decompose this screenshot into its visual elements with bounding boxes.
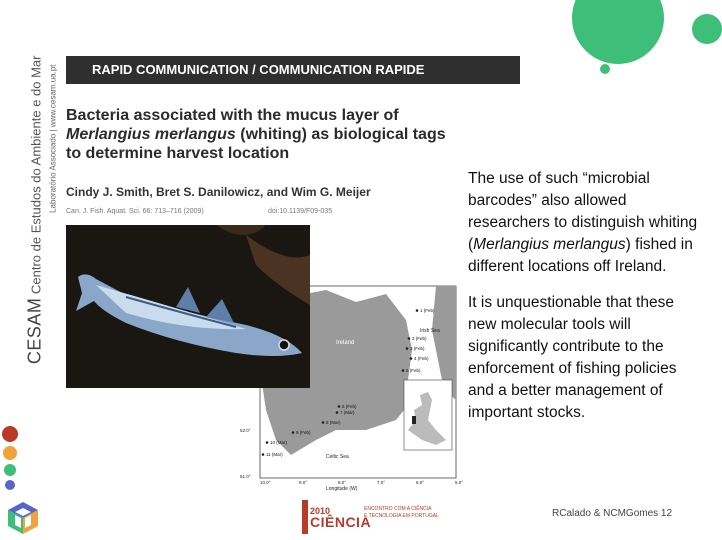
map-site-marker bbox=[336, 411, 339, 414]
ciencia-2010-logo bbox=[302, 500, 452, 534]
map-sea2: Celtic Sea bbox=[326, 454, 349, 460]
paper-doi: doi:10.1139/F09-035 bbox=[268, 208, 333, 215]
paragraph-2: It is unquestionable that these new molecular tools will significantly contribute to the enforcement of fishing policies and a better management of important stocks. bbox=[468, 294, 677, 421]
logo-bar-red bbox=[302, 500, 308, 534]
sidebar-title bbox=[25, 56, 46, 386]
description-text bbox=[468, 168, 706, 438]
sidebar-title-text: Centro de Estudos do Ambiente e do Mar bbox=[28, 55, 44, 294]
map-country: Ireland bbox=[336, 340, 355, 346]
map-site-label: 1 (Feb) bbox=[420, 308, 435, 313]
map-xtick-label: 8.0° bbox=[338, 480, 347, 485]
paper-title-part1: Bacteria associated with the mucus layer of bbox=[66, 107, 399, 124]
map-site-label: 4 (Feb) bbox=[414, 356, 429, 361]
map-site-marker bbox=[408, 337, 411, 340]
paragraph-1-start: The use of such “microbial barcodes” also allowed researchers to distinguish whiting ( bbox=[468, 170, 698, 253]
map-site-label: 2 (Feb) bbox=[412, 336, 427, 341]
paragraph-1-italic: Merlangius merlangus bbox=[473, 236, 626, 253]
decor-circle-orange bbox=[3, 446, 17, 460]
map-site-marker bbox=[416, 309, 419, 312]
map-xtick-label: 9.0° bbox=[299, 480, 308, 485]
map-site-label: 8 (Mar) bbox=[326, 420, 341, 425]
map-site-marker bbox=[266, 441, 269, 444]
map-site-label: 11 (Mar) bbox=[266, 452, 283, 457]
paragraph-1-end: ) fished in different locations off Ireland. bbox=[468, 236, 693, 275]
logo-year: 2010 bbox=[310, 506, 331, 516]
fish-eye bbox=[279, 340, 289, 350]
paper-authors: Cindy J. Smith, Bret S. Danilowicz, and Wim G. Meijer bbox=[66, 185, 371, 199]
decor-circle-blue bbox=[5, 480, 15, 490]
map-sea1: Irish Sea bbox=[420, 328, 440, 334]
logo-word: CIÊNCIA bbox=[310, 514, 372, 530]
whiting-fish-photo bbox=[66, 225, 310, 388]
credit-text: RCalado & NCMGomes 12 bbox=[552, 508, 673, 519]
cesam-logo-icon bbox=[6, 500, 40, 536]
map-site-marker bbox=[292, 431, 295, 434]
map-site-marker bbox=[410, 357, 413, 360]
map-site-marker bbox=[402, 369, 405, 372]
paper-title bbox=[66, 106, 456, 163]
map-site-marker bbox=[262, 453, 265, 456]
map-site-label: 9 (Feb) bbox=[296, 430, 311, 435]
map-ytick-label: 51.0° bbox=[240, 474, 251, 479]
paper-title-part2: (whiting) as biological tags to determine harvest location bbox=[66, 126, 446, 162]
map-site-label: 10 (Mar) bbox=[270, 440, 288, 445]
logo-sub1: ENCONTRO COM A CIÊNCIA bbox=[364, 506, 432, 512]
map-site-label: 7 (Mar) bbox=[340, 410, 355, 415]
logo-sub2: E TECNOLOGIA EM PORTUGAL bbox=[364, 513, 439, 519]
decor-circle-green-right bbox=[692, 14, 722, 44]
map-inset-highlight bbox=[412, 416, 416, 424]
decor-circle-green-small bbox=[600, 64, 610, 74]
paper-banner: RAPID COMMUNICATION / COMMUNICATION RAPIDE bbox=[66, 56, 520, 84]
paragraph-1 bbox=[468, 168, 706, 278]
map-xtick-label: 10.0° bbox=[260, 480, 271, 485]
sidebar-subtitle: Laboratório Associado | www.cesam.ua.pt bbox=[48, 64, 58, 213]
decor-circle-red bbox=[2, 426, 18, 442]
map-xtick-label: 5.0° bbox=[455, 480, 464, 485]
map-site-marker bbox=[322, 421, 325, 424]
map-site-marker bbox=[338, 405, 341, 408]
map-ytick-label: 52.0° bbox=[240, 428, 251, 433]
map-xlabel: Longitude (W) bbox=[326, 486, 358, 492]
map-site-label: 3 (Feb) bbox=[410, 346, 425, 351]
paper-title-italic: Merlangius merlangus bbox=[66, 126, 236, 143]
sidebar-brand: CESAM bbox=[24, 297, 45, 365]
map-site-marker bbox=[406, 347, 409, 350]
sidebar-branding bbox=[20, 55, 58, 390]
map-xtick-label: 6.0° bbox=[416, 480, 425, 485]
map-site-label: 6 (Feb) bbox=[342, 404, 357, 409]
decor-circle-green-top bbox=[572, 0, 664, 64]
paper-journal: Can. J. Fish. Aquat. Sci. 66: 713–716 (2009) bbox=[66, 208, 204, 215]
map-site-label: 5 (Feb) bbox=[406, 368, 421, 373]
map-xtick-label: 7.0° bbox=[377, 480, 386, 485]
decor-circle-green-left bbox=[4, 464, 16, 476]
